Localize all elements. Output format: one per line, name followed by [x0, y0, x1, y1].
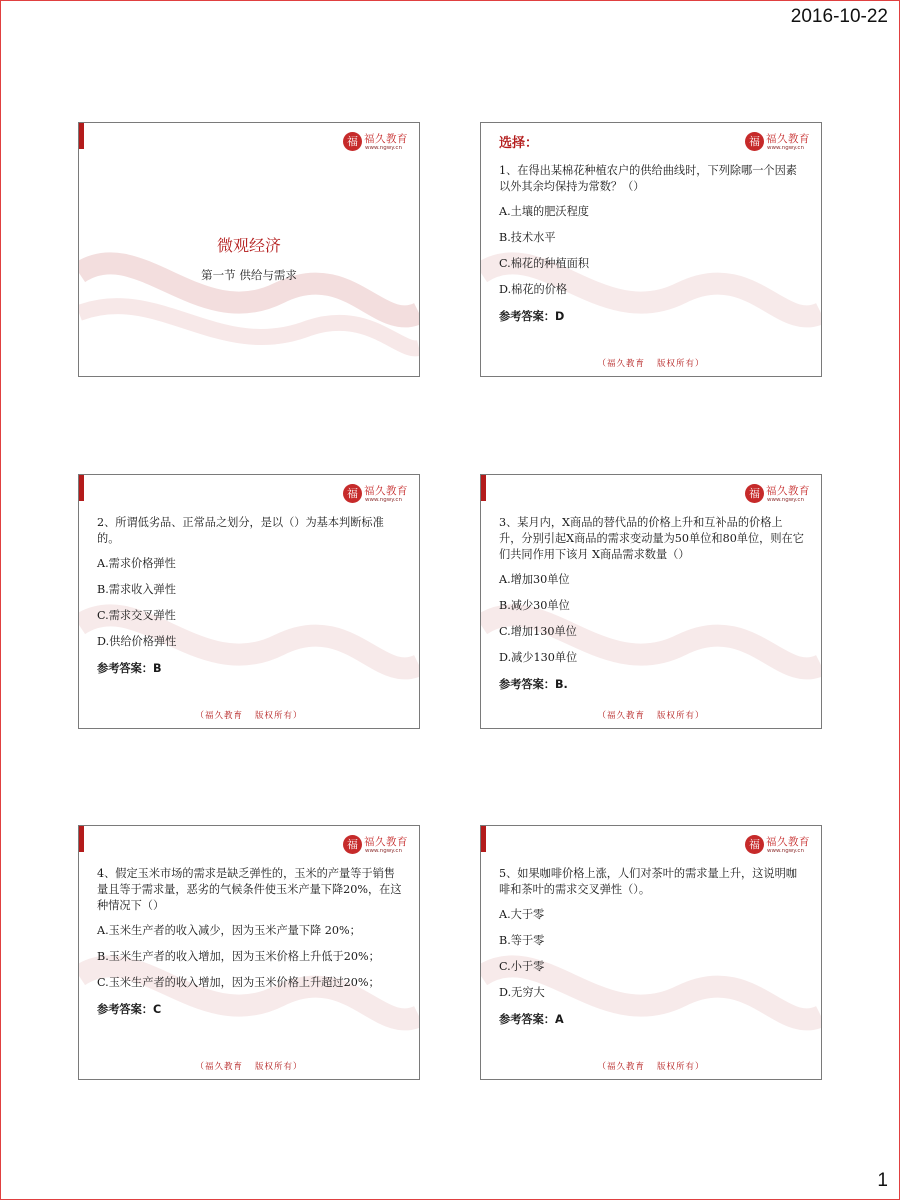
option-c: C.需求交叉弹性: [97, 609, 176, 622]
brand-url: www.ngwy.cn: [365, 848, 402, 854]
brand-seal-icon: 福: [343, 484, 362, 503]
brand-name: 福久教育: [766, 133, 810, 145]
brand-url: www.ngwy.cn: [767, 497, 804, 503]
option-b: B.技术水平: [499, 231, 556, 244]
question-text: 1、在得出某棉花种植农户的供给曲线时，下列除哪一个因素以外其余均保持为常数？（）: [499, 164, 797, 193]
option-a: A.需求价格弹性: [97, 557, 176, 570]
question-text: 4、假定玉米市场的需求是缺乏弹性的，玉米的产量等于销售量且等于需求量，恶劣的气候条件使玉米产量下降20%，在这种情况下（）: [97, 867, 402, 912]
slide-6-question-5: [480, 825, 822, 1080]
brand-url: www.ngwy.cn: [767, 848, 804, 854]
option-b: B.等于零: [499, 934, 545, 947]
option-a: A.土壤的肥沃程度: [499, 205, 589, 218]
slide-accent-bar: [481, 826, 486, 852]
question-text: 3、某月内，X商品的替代品的价格上升和互补品的价格上升，分别引起X商品的需求变动量为50单位和80单位，则在它们共同作用下该月 X商品需求数量（）: [499, 516, 804, 561]
slide-4-question-3: [480, 474, 822, 729]
answer-text: 参考答案：B: [97, 662, 162, 675]
answer-text: 参考答案：B.: [499, 678, 568, 691]
option-d: D.供给价格弹性: [97, 635, 177, 648]
option-b: B.需求收入弹性: [97, 583, 176, 596]
copyright-footer: （福久教育 版权所有）: [195, 1062, 303, 1072]
brand-logo: [343, 834, 408, 858]
brand-url: www.ngwy.cn: [767, 145, 804, 151]
option-d: D.无穷大: [499, 986, 545, 999]
copyright-footer: （福久教育 版权所有）: [195, 711, 303, 721]
slide-accent-bar: [79, 826, 84, 852]
copyright-footer: （福久教育 版权所有）: [597, 1062, 705, 1072]
option-a: A.玉米生产者的收入减少，因为玉米产量下降 20%；: [97, 924, 361, 937]
slide-accent-bar: [79, 123, 84, 149]
brand-seal-icon: 福: [343, 132, 362, 151]
option-c: C.小于零: [499, 960, 545, 973]
option-c: C.玉米生产者的收入增加，因为玉米价格上升超过20%；: [97, 976, 380, 989]
brand-name: 福久教育: [364, 485, 408, 497]
slide-1-title: [78, 122, 420, 377]
brand-seal-icon: 福: [745, 835, 764, 854]
brand-name: 福久教育: [766, 836, 810, 848]
option-c: C.棉花的种植面积: [499, 257, 590, 270]
slide-accent-bar: [79, 475, 84, 501]
option-b: B.减少30单位: [499, 599, 570, 612]
answer-text: 参考答案：D: [499, 310, 565, 323]
print-date: 2016-10-22: [790, 6, 888, 27]
option-a: A.大于零: [499, 908, 545, 921]
brand-url: www.ngwy.cn: [365, 145, 402, 151]
slide-2-question-1: [480, 122, 822, 377]
brand-logo: [745, 483, 810, 507]
brand-logo: [343, 131, 408, 155]
slide-3-question-2: [78, 474, 420, 729]
brand-name: 福久教育: [364, 836, 408, 848]
slide-accent-bar: [481, 475, 486, 501]
section-heading: 选择：: [499, 136, 539, 151]
answer-text: 参考答案：C: [97, 1003, 162, 1016]
option-c: C.增加130单位: [499, 625, 577, 638]
question-text: 2、所谓低劣品、正常品之划分，是以（）为基本判断标准的。: [97, 516, 384, 545]
option-d: D.棉花的价格: [499, 283, 568, 296]
answer-text: 参考答案：A: [499, 1013, 564, 1026]
page-number: 1: [877, 1170, 888, 1191]
brand-name: 福久教育: [766, 485, 810, 497]
slide-5-question-4: [78, 825, 420, 1080]
brand-logo: [745, 834, 810, 858]
option-d: D.减少130单位: [499, 651, 578, 664]
brand-url: www.ngwy.cn: [365, 497, 402, 503]
brand-seal-icon: 福: [343, 835, 362, 854]
question-text: 5、如果咖啡价格上涨，人们对茶叶的需求量上升，这说明咖啡和茶叶的需求交叉弹性（）。: [499, 867, 797, 896]
brand-seal-icon: 福: [745, 132, 764, 151]
slide-title: 微观经济: [216, 236, 281, 255]
brand-logo: [745, 131, 810, 155]
brand-name: 福久教育: [364, 133, 408, 145]
brand-logo: [343, 483, 408, 507]
option-b: B.玉米生产者的收入增加，因为玉米价格上升低于20%；: [97, 950, 380, 963]
brand-seal-icon: 福: [745, 484, 764, 503]
option-a: A.增加30单位: [499, 573, 570, 586]
slide-subtitle: 第一节 供给与需求: [201, 268, 297, 282]
copyright-footer: （福久教育 版权所有）: [597, 359, 705, 369]
copyright-footer: （福久教育 版权所有）: [597, 711, 705, 721]
